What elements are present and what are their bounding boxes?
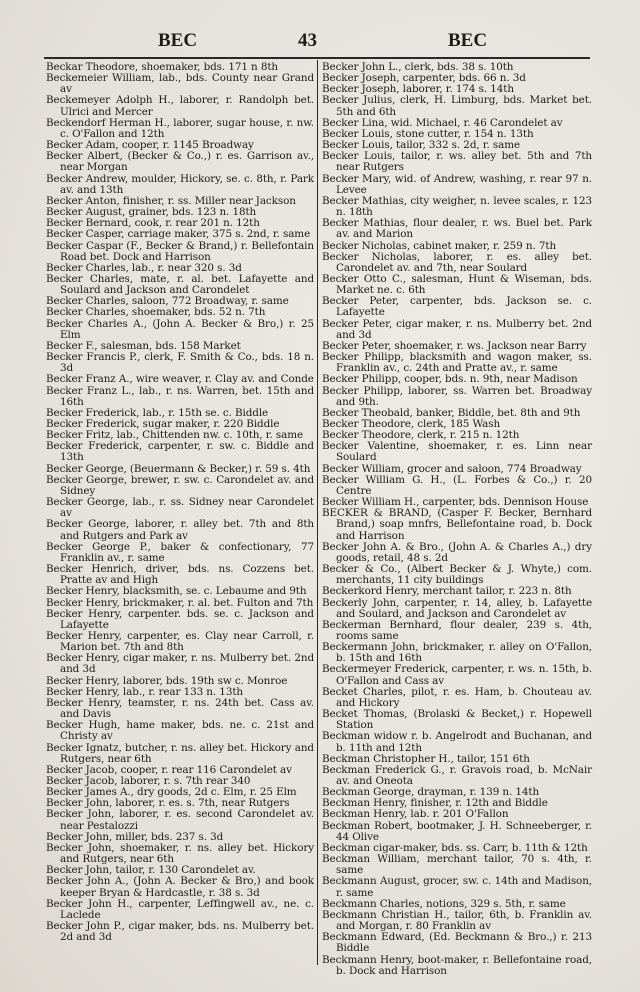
directory-entry: Becker Henry, laborer, bds. 19th sw c. Monroe [46,674,288,687]
directory-entry: Beckman cigar-maker, bds. ss. Carr, b. 11th & 12th [322,841,588,854]
left-guide-word: BEC [158,30,198,51]
directory-entry: Becker Joseph, carpenter, bds. 66 n. 3d [322,72,526,85]
directory-entry: Becker Andrew, moulder, Hickory, se. c. 8th, r. Park av. and 13th [46,172,314,196]
directory-entry: BECKER & BRAND, (Casper F. Becker, Bernhard Brand,) soap mnfrs, Bellefontaine road, b. Dock and Harrison [322,507,592,542]
directory-entry: Becker Hugh, hame maker, bds. ne. c. 21st and Christy av [46,719,314,743]
directory-entry: Becker Henry, carpenter, es. Clay near Carroll, r. Marion bet. 7th and 8th [46,629,314,654]
directory-entry: Becker Nicholas, laborer, r. es. alley bet. Carondelet av. and 7th, near Soulard [322,250,592,274]
directory-entry: Becker & Co., (Albert Becker & J. Whyte,) com. merchants, 11 city buildings [322,563,592,587]
directory-entry: Becker Valentine, shoemaker, r. es. Linn near Soulard [322,440,592,464]
right-guide-word: BEC [448,30,488,51]
directory-entry: Beckman widow r. b. Angelrodt and Buchanan, and b. 11th and 12th [322,730,592,754]
directory-entry: Becker John A. & Bro., (John A. & Charles A.,) dry goods, retail, 48 s. 2d [322,540,592,564]
left-column [46,62,314,943]
directory-entry: Beckerkord Henry, merchant tailor, r. 223 n. 8th [322,585,572,598]
directory-entry: Becker Franz A., wire weaver, r. Clay av. and Conde [46,373,314,386]
directory-entry: Beckermeyer Frederick, carpenter, r. ws. n. 15th, b. O'Fallon and Cass av [322,663,592,687]
directory-entry: Becker Louis, stone cutter, r. 154 n. 13th [322,127,534,140]
directory-entry: Becker Frederick, sugar maker, r. 220 Biddle [46,418,280,430]
page-number: 43 [298,30,317,51]
directory-entry: Beckermann John, brickmaker, r. alley on O'Fallon, b. 15th and 16th [322,641,592,665]
directory-entry: Becker Charles A., (John A. Becker & Bro,) r. 25 Elm [46,317,314,341]
directory-entry: Becker George, (Beuermann & Becker,) r. 59 s. 4th [46,462,311,475]
directory-entry: Beckmann Charles, notions, 329 s. 5th, r. same [322,897,566,910]
directory-entry: Becker Adam, cooper, r. 1145 Broadway [46,139,254,152]
directory-entry: Becker William H., carpenter, bds. Dennison House [322,496,589,509]
directory-entry: Becker Nicholas, cabinet maker, r. 259 n. 7th [322,239,557,252]
directory-entry: Becker Henry, teamster, r. ns. 24th bet. Cass av. and Davis [46,696,314,721]
directory-entry: Becker Charles, shoemaker, bds. 52 n. 7th [46,306,266,319]
directory-entry: Becker John, tailor, r. 130 Carondelet av. [46,864,256,877]
directory-entry: Becker Lina, wid. Michael, r. 46 Carondelet av [322,116,563,129]
column-divider [317,60,318,965]
directory-entry: Becker Mary, wid. of Andrew, washing, r. rear 97 n. Levee [322,172,592,196]
directory-entry: Becker George P., baker & confectionary, 77 Franklin av., r. same [46,540,314,564]
directory-entry: Becker Charles, mate, r. al. bet. Lafayette and Soulard and Jackson and Carondelet [46,272,314,297]
directory-entry: Becker John, shoemaker, r. ns. alley bet. Hickory and Rutgers, near 6th [46,841,314,866]
directory-entry: Becker Henrich, driver, bds. ns. Cozzens bet. Pratte av and High [46,563,314,587]
directory-entry: Becker Albert, (Becker & Co.,) r. es. Garrison av., near Morgan [46,150,314,174]
directory-entry: Becker Fritz, lab., Chittenden nw. c. 10th, r. same [46,429,304,442]
directory-entry: Beckman Henry, finisher, r. 12th and Biddle [322,797,548,810]
header-rule [44,57,590,59]
directory-entry: Becker William, grocer and saloon, 774 Broadway [322,462,582,475]
directory-entry: Beckendorf Herman H., laborer, sugar house, r. nw. c. O'Fallon and 12th [46,116,314,140]
directory-entry: Becker Ignatz, butcher, r. ns. alley bet. Hickory and Rutgers, near 6th [46,741,314,765]
directory-entry: Becker Theodore, clerk, r. 215 n. 12th [322,429,520,442]
directory-entry: Beckerly John, carpenter, r. 14, alley, b. Lafayette and Soulard, and Jackson and Carondelet av [322,596,592,620]
directory-entry: Beckman Robert, bootmaker, J. H. Schneeberger, r. 44 Olive [322,819,592,843]
directory-entry: Beckemeier William, lab., bds. County near Grand av [46,72,314,96]
directory-entry: Becker Julius, clerk, H. Limburg, bds. Market bet. 5th and 6th [322,94,592,118]
directory-entry: Becker Peter, carpenter, bds. Jackson se. c. Lafayette [322,295,592,319]
directory-entry: Becker James A., dry goods, 2d c. Elm, r. 25 Elm [46,786,297,799]
directory-entry: Becker John P., cigar maker, bds. ns. Mulberry bet. 2d and 3d [46,920,314,944]
directory-entry: Becket Charles, pilot, r. es. Ham, b. Chouteau av. and Hickory [322,685,592,709]
directory-entry: Becker Charles, lab., r. near 320 s. 3d [46,261,242,274]
directory-entry: Becker Henry, brickmaker, r. al. bet. Fulton and 7th [46,596,314,609]
directory-entry: Becker Bernard, cook, r. rear 201 n. 12th [46,217,260,230]
directory-entry: Becker Philipp, laborer, ss. Warren bet. Broadway and 9th. [322,384,592,408]
directory-entry: Becker Henry, carpenter. bds. se. c. Jackson and Lafayette [46,607,314,631]
directory-entry: Becker Francis P., clerk, F. Smith & Co., bds. 18 n. 3d [46,351,314,375]
directory-entry: Becker Frederick, carpenter, r. sw. c. Biddle and 13th [46,440,314,464]
directory-entry: Becker F., salesman, bds. 158 Market [46,339,241,352]
directory-entry: Becker Peter, cigar maker, r. ns. Mulberry bet. 2nd and 3d [322,317,592,341]
directory-entry: Becker Philipp, blacksmith and wagon maker, ss. Franklin av., c. 24th and Pratte av., r. same [322,351,592,375]
directory-entry: Becker John, laborer, r. es. s. 7th, near Rutgers [46,797,290,810]
directory-entry: Beckman Henry, lab. r. 201 O'Fallon [322,808,509,821]
directory-entry: Becker Mathias, city weigher, n. levee scales, r. 123 n. 18th [322,194,592,219]
directory-entry: Beckar Theodore, shoemaker, bds. 171 n 8th [46,61,279,73]
directory-entry: Beckman William, merchant tailor, 70 s. 4th, r. same [322,853,592,877]
directory-entry: Becker Theodore, clerk, 185 Wash [322,418,501,430]
directory-entry: Becker Joseph, laborer, r. 174 s. 14th [322,83,514,96]
directory-entry: Becker Mathias, flour dealer, r. ws. Buel bet. Park av. and Marion [322,217,592,241]
right-column [322,62,592,977]
directory-entry: Becker John, miller, bds. 237 s. 3d [46,830,224,843]
directory-entry: Beckerman Bernhard, flour dealer, 239 s. 4th, rooms same [322,618,592,642]
directory-entry: Becker Anton, finisher, r. ss. Miller near Jackson [46,194,296,207]
directory-entry: Becker George, laborer, r. alley bet. 7th and 8th and Rutgers and Park av [46,518,314,542]
directory-entry: Becker August, grainer, bds. 123 n. 18th [46,206,257,219]
directory-entry: Becker Frederick, lab., r. 15th se. c. Biddle [46,406,269,419]
directory-entry: Becker Charles, saloon, 772 Broadway, r. same [46,295,289,308]
directory-entry: Becker Henry, blacksmith, se. c. Lebaume and 9th [46,585,307,598]
directory-entry: Becker Jacob, cooper, r. rear 116 Carondelet av [46,763,292,776]
directory-entry: Becker John L., clerk, bds. 38 s. 10th [322,61,514,73]
running-header [40,30,600,56]
directory-entry: Beckmann Edward, (Ed. Beckmann & Bro.,) r. 213 Biddle [322,931,592,955]
directory-entry: Becker Henry, lab., r. rear 133 n. 13th [46,685,243,698]
directory-entry: Beckman Christopher H., tailor, 151 6th [322,752,530,765]
directory-entry: Becker Casper, carriage maker, 375 s. 2nd, r. same [46,228,311,241]
directory-entry: Becker George, brewer, r. sw. c. Carondelet av. and Sidney [46,473,314,497]
directory-entry: Becker Jacob, laborer, r. s. 7th rear 340 [46,775,251,787]
directory-entry: Becker Philipp, cooper, bds. n. 9th, near Madison [322,373,578,386]
directory-entry: Beckmann Henry, boot-maker, r. Bellefontaine road, b. Dock and Harrison [322,953,592,977]
directory-entry: Becker Theobald, banker, Biddle, bet. 8th and 9th [322,406,581,419]
directory-entry: Beckman George, drayman, r. 139 n. 14th [322,786,540,799]
directory-entry: Becker Louis, tailor, r. ws. alley bet. 5th and 7th near Rutgers [322,150,592,174]
directory-entry: Beckmann Christian H., tailor, 6th, b. Franklin av. and Morgan, r. 80 Franklin av [322,908,592,933]
directory-entry: Becker John A., (John A. Becker & Bro,) and book keeper Bryan & Hardcastle, r. 38 s. 3d [46,875,314,899]
directory-entry: Becker Peter, shoemaker, r. ws. Jackson near Barry [322,339,587,352]
directory-entry: Becker Henry, cigar maker, r. ns. Mulberry bet. 2nd and 3d [46,652,314,676]
directory-entry: Becker Louis, tailor, 332 s. 2d, r. same [322,139,521,152]
directory-entry: Beckman Frederick G., r. Gravois road, b. McNair av. and Oneota [322,763,592,787]
directory-entry: Beckemeyer Adolph H., laborer, r. Randolph bet. Ulrici and Mercer [46,94,314,118]
directory-entry: Becker John H., carpenter, Leffingwell av., ne. c. Laclede [46,897,314,921]
directory-entry: Becker William G. H., (L. Forbes & Co.,) r. 20 Centre [322,473,592,497]
directory-entry: Becket Thomas, (Brolaski & Becket,) r. Hopewell Station [322,708,592,732]
directory-entry: Becker Otto C., salesman, Hunt & Wiseman, bds. Market ne. c. 6th [322,272,592,297]
directory-entry: Beckmann August, grocer, sw. c. 14th and Madison, r. same [322,875,592,899]
directory-entry: Becker George, lab., r. ss. Sidney near Carondelet av [46,496,314,520]
directory-entry: Becker Franz L., lab., r. ns. Warren, bet. 15th and 16th [46,384,314,408]
directory-entry: Becker Caspar (F., Becker & Brand,) r. Bellefontain Road bet. Dock and Harrison [46,239,314,263]
directory-entry: Becker John, laborer, r. es. second Carondelet av. near Pestalozzi [46,808,314,832]
